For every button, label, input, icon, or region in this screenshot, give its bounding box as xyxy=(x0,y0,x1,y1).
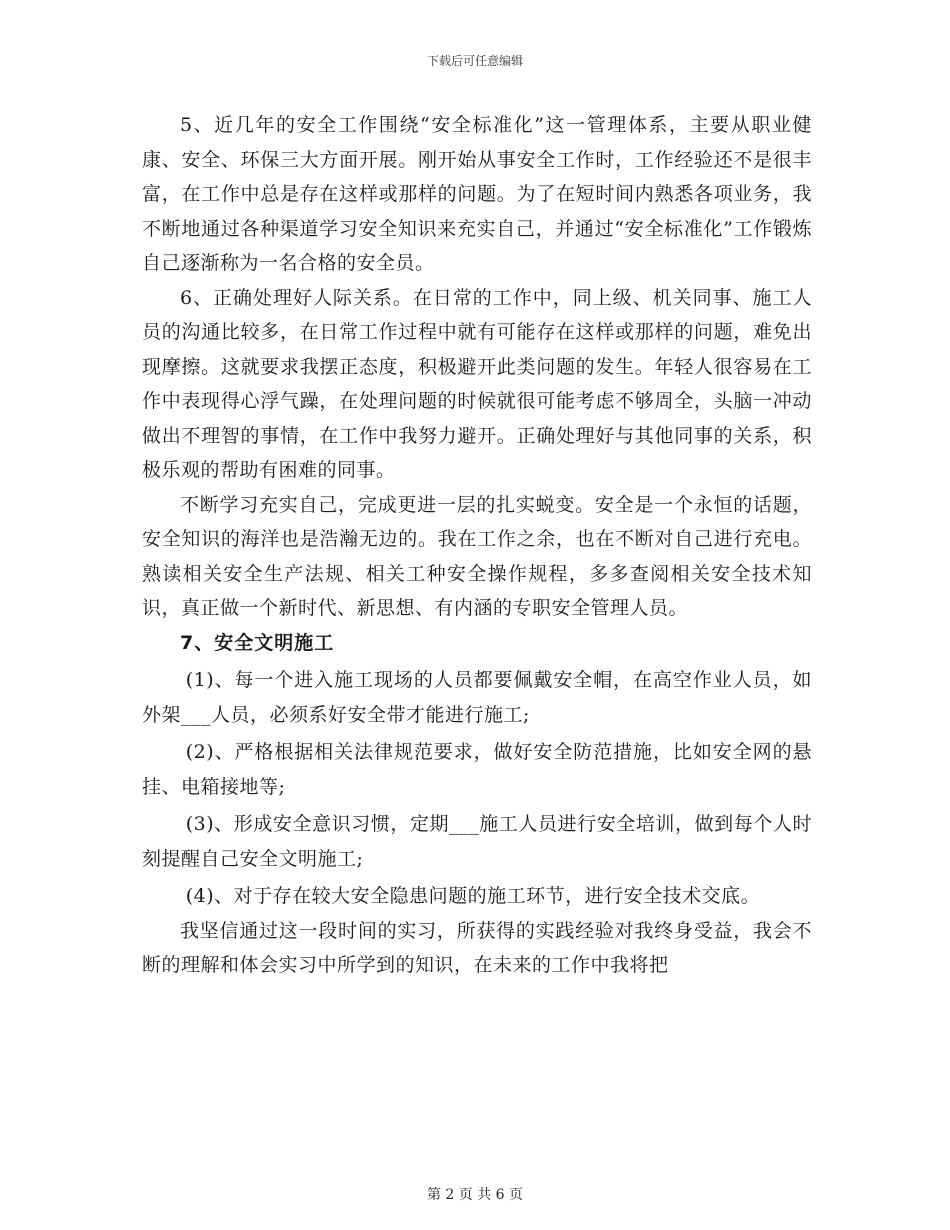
page-footer: 第 2 页 共 6 页 xyxy=(426,1187,524,1203)
paragraph-study: 不断学习充实自己，完成更进一层的扎实蜕变。安全是一个永恒的话题，安全知识的海洋也是浩瀚无边的。我在工作之余，也在不断对自己进行充电。熟读相关安全生产法规、相关工种安全操作规程，多多查阅相关安全技术知识，真正做一个新时代、新思想、有内涵的专职安全管理人员。 xyxy=(142,493,812,619)
document-body xyxy=(142,108,812,983)
list-item: (3)、形成安全意识习惯，定期___施工人员进行安全培训，做到每个人时刻提醒自己安全文明施工; xyxy=(142,813,812,870)
page-header: 下载后可任意编辑 xyxy=(426,54,523,68)
list-item: (4)、对于存在较大安全隐患问题的施工环节，进行安全技术交底。 xyxy=(185,885,761,907)
closing-paragraph: 我坚信通过这一段时间的实习，所获得的实践经验对我终身受益，我会不断的理解和体会实习中所学到的知识，在未来的工作中我将把 xyxy=(142,919,812,976)
paragraph-6: 6、正确处理好人际关系。在日常的工作中，同上级、机关同事、施工人员的沟通比较多，在日常工作过程中就有可能存在这样或那样的问题，难免出现摩擦。这就要求我摆正态度，积极避开此类问题的发生。年轻人很容易在工作中表现得心浮气躁，在处理问题的时候就很可能考虑不够周全，头脑一冲动做出不理智的事情，在工作中我努力避开。正确处理好与其他同事的关系，积极乐观的帮助有困难的同事。 xyxy=(142,286,812,481)
paragraph-5: 5、近几年的安全工作围绕“安全标准化”这一管理体系，主要从职业健康、安全、环保三大方面开展。刚开始从事安全工作时，工作经验还不是很丰富，在工作中总是存在这样或那样的问题。为了在短时间内熟悉各项业务，我不断地通过各种渠道学习安全知识来充实自己，并通过“安全标准化”工作锻炼自己逐渐称为一名合格的安全员。 xyxy=(142,114,812,274)
section-heading: 7、安全文明施工 xyxy=(180,631,335,654)
list-item: (1)、每一个进入施工现场的人员都要佩戴安全帽，在高空作业人员，如外架___人员，必须系好安全带才能进行施工; xyxy=(142,669,812,726)
list-item: (2)、严格根据相关法律规范要求，做好安全防范措施，比如安全网的悬挂、电箱接地等; xyxy=(142,741,812,798)
